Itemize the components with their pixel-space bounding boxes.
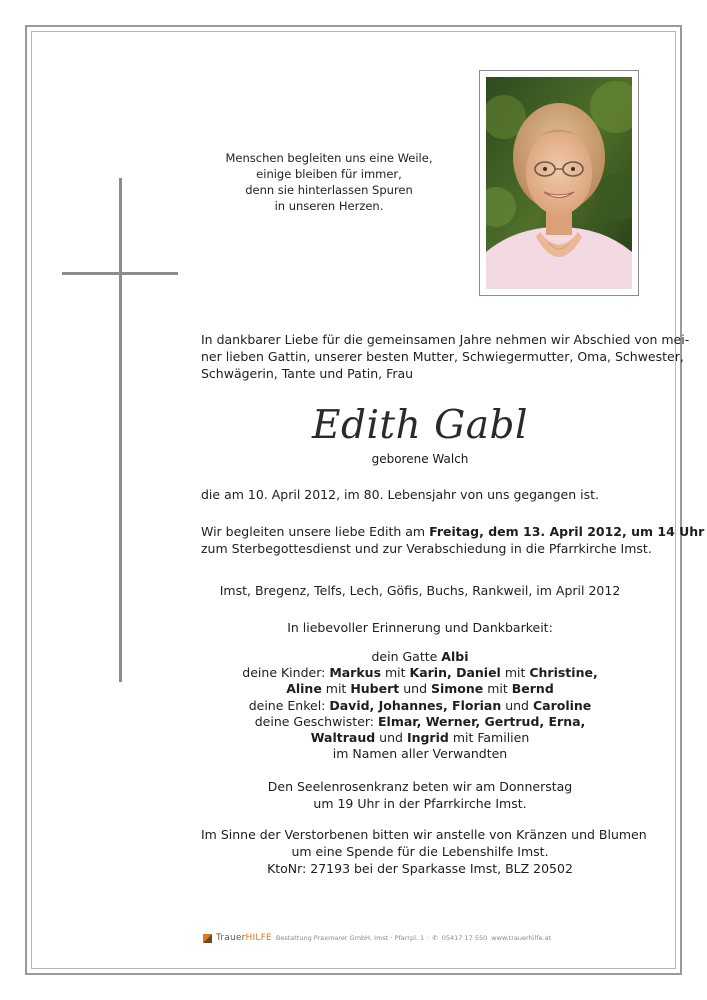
family-label: mit bbox=[500, 665, 530, 681]
family-member: Albi bbox=[441, 649, 469, 664]
family-member: Aline bbox=[286, 681, 322, 697]
footer-web[interactable]: www.trauerhilfe.at bbox=[491, 934, 552, 942]
family-member: Hubert bbox=[350, 681, 400, 697]
rosary-line: um 19 Uhr in der Pfarrkirche Imst. bbox=[313, 796, 527, 811]
portrait-frame bbox=[479, 70, 639, 296]
family-member: Markus bbox=[329, 665, 382, 681]
family-member: Christine, bbox=[529, 665, 598, 681]
family-line bbox=[201, 681, 639, 697]
logo: TrauerHILFE bbox=[216, 933, 272, 943]
family-member: Ingrid bbox=[406, 730, 449, 746]
maiden-name: geborene Walch bbox=[371, 452, 469, 466]
footer bbox=[203, 931, 551, 945]
intro-line: In dankbarer Liebe für die gemeinsamen Jahre nehmen wir Abschied von mei- bbox=[201, 332, 690, 347]
family-member: Elmar, Werner, Gertrud, Erna, bbox=[378, 713, 586, 729]
deceased-name: Edith Gabl bbox=[312, 403, 528, 448]
family-member: Caroline bbox=[532, 697, 592, 713]
family-member: Karin, Daniel bbox=[409, 665, 501, 681]
family-line bbox=[201, 714, 639, 730]
family-label: mit bbox=[381, 665, 410, 681]
donation-line: Im Sinne der Verstorbenen bitten wir anstelle von Kränzen und Blumen bbox=[201, 827, 647, 842]
family-line: im Namen aller Verwandten bbox=[332, 746, 508, 762]
family-line bbox=[201, 665, 639, 681]
intro-line: ner lieben Gattin, unserer besten Mutter, Schwiegermutter, Oma, Schwester, bbox=[201, 349, 684, 364]
footer-phone: 05417 17 550 bbox=[441, 934, 488, 942]
family-label: deine Kinder: bbox=[242, 665, 330, 681]
memory-heading: In liebevoller Erinnerung und Dankbarkeit: bbox=[287, 620, 553, 635]
family-member: Bernd bbox=[511, 681, 554, 697]
intro-text bbox=[201, 331, 690, 382]
family-label: dein Gatte bbox=[371, 649, 442, 664]
family-label: mit bbox=[483, 681, 512, 697]
funeral-text: zum Sterbegottesdienst und zur Verabschiedung in die Pfarrkirche Imst. bbox=[201, 541, 652, 556]
family-line bbox=[201, 649, 639, 665]
rosary-line: Den Seelenrosenkranz beten wir am Donnerstag bbox=[267, 779, 573, 794]
quote-line: in unseren Herzen. bbox=[274, 199, 384, 213]
quote-line: Menschen begleiten uns eine Weile, bbox=[225, 151, 433, 165]
donation-line: KtoNr: 27193 bei der Sparkasse Imst, BLZ 20502 bbox=[267, 861, 573, 876]
intro-line: Schwägerin, Tante und Patin, Frau bbox=[201, 366, 414, 381]
family-member: Waltraud bbox=[310, 730, 376, 746]
family-label: deine Geschwister: bbox=[254, 713, 378, 729]
family-label: mit bbox=[321, 681, 351, 697]
cross-icon-horizontal bbox=[62, 272, 178, 275]
family-label: und bbox=[501, 697, 533, 713]
family-label: mit Familien bbox=[448, 730, 530, 746]
donation-line: um eine Spende für die Lebenshilfe Imst. bbox=[291, 844, 549, 859]
family-label: deine Enkel: bbox=[248, 697, 330, 713]
rosary-info bbox=[201, 778, 639, 812]
family-list bbox=[201, 649, 639, 762]
family-member: David, Johannes, Florian bbox=[329, 697, 502, 713]
donation-info bbox=[201, 826, 647, 877]
family-member: Simone bbox=[430, 681, 484, 697]
funeral-date: Freitag, dem 13. April 2012, um 14 Uhr bbox=[429, 524, 705, 539]
family-line bbox=[201, 698, 639, 714]
footer-company: Bestattung Praxmarer GmbH, Imst · Pfarrpl. 1 · bbox=[275, 934, 429, 942]
quote bbox=[200, 150, 458, 214]
death-notice: die am 10. April 2012, im 80. Lebensjahr von uns gegangen ist. bbox=[201, 487, 599, 502]
phone-icon: ✆ bbox=[432, 934, 438, 942]
quote-line: denn sie hinterlassen Spuren bbox=[245, 183, 413, 197]
quote-line: einige bleiben für immer, bbox=[256, 167, 402, 181]
family-line bbox=[201, 730, 639, 746]
portrait-image bbox=[486, 77, 632, 289]
funeral-text: Wir begleiten unsere liebe Edith am bbox=[201, 524, 430, 539]
logo-icon bbox=[203, 934, 212, 943]
funeral-info bbox=[201, 523, 705, 557]
family-label: und bbox=[399, 681, 431, 697]
cross-icon-vertical bbox=[119, 178, 122, 682]
portrait-photo bbox=[486, 77, 632, 289]
places-date: Imst, Bregenz, Telfs, Lech, Göfis, Buchs, Rankweil, im April 2012 bbox=[219, 583, 621, 598]
family-label: und bbox=[375, 730, 407, 746]
